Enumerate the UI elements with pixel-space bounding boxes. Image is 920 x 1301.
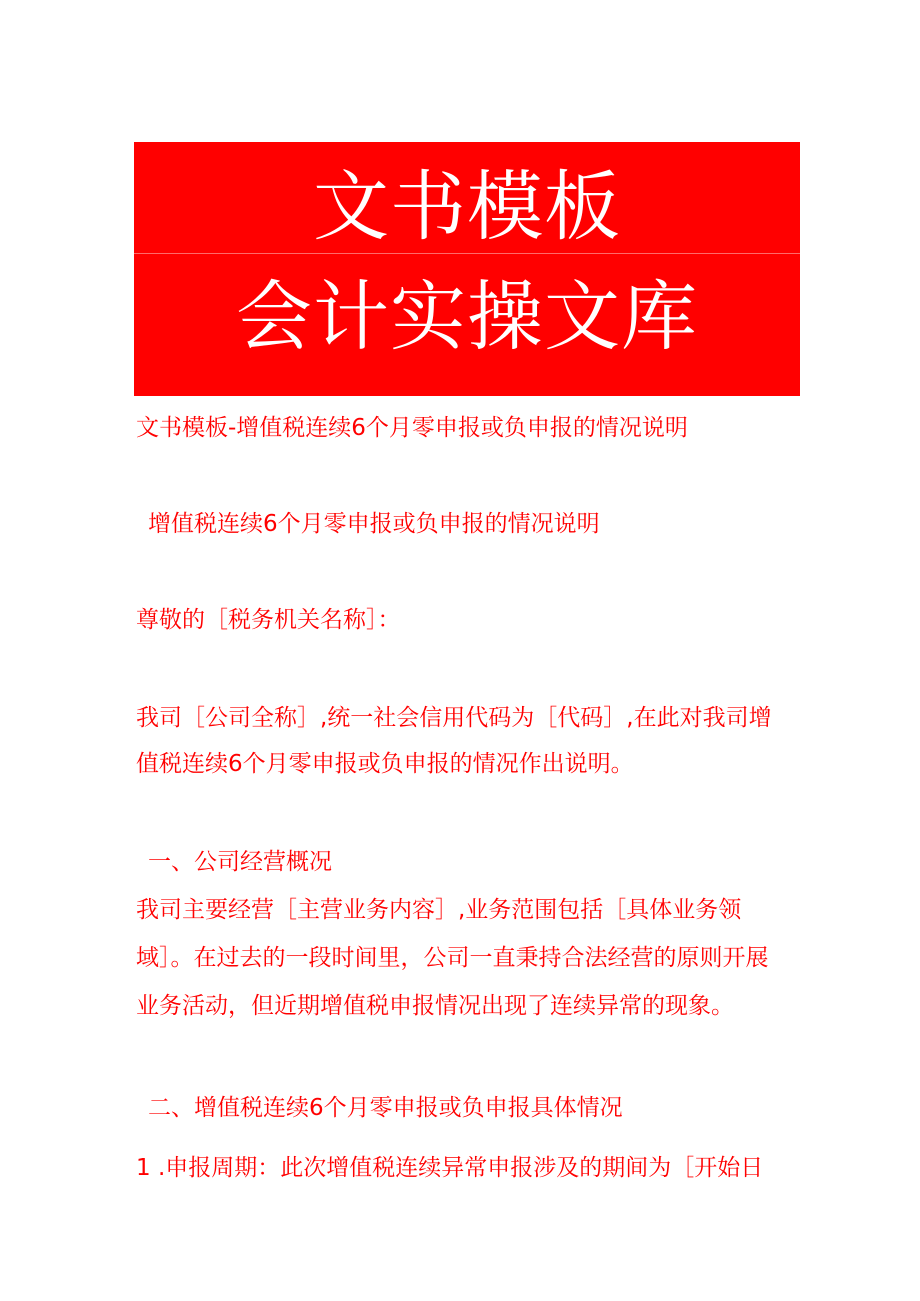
- intro-paragraph-line1: 我司［公司全称］,统一社会信用代码为［代码］,在此对我司增: [136, 705, 772, 731]
- salutation: 尊敬的［税务机关名称］：: [136, 607, 401, 633]
- banner-divider: [134, 253, 800, 254]
- section1-heading: 一、公司经营概况: [148, 849, 332, 875]
- section1-paragraph-line2: 域］。在过去的一段时间里，公司一直秉持合法经营的原则开展: [136, 945, 769, 971]
- section1-paragraph-line3: 业务活动，但近期增值税申报情况出现了连续异常的现象。: [136, 993, 734, 1019]
- section2-heading: 二、增值税连续6个月零申报或负申报具体情况: [148, 1095, 623, 1121]
- intro-paragraph-line2: 值税连续6个月零申报或负申报的情况作出说明。: [136, 751, 634, 777]
- banner-title-line1: 文书模板: [313, 162, 621, 251]
- document-subtitle: 增值税连续6个月零申报或负申报的情况说明: [148, 511, 600, 537]
- section1-paragraph-line1: 我司主要经营［主营业务内容］,业务范围包括［具体业务领: [136, 897, 742, 923]
- banner-title-line2: 会计实操文库: [236, 272, 698, 361]
- section2-item1-line1: 1 .申报周期：此次增值税连续异常申报涉及的期间为［开始日: [136, 1155, 764, 1181]
- document-title: 文书模板-增值税连续6个月零申报或负申报的情况说明: [136, 415, 688, 441]
